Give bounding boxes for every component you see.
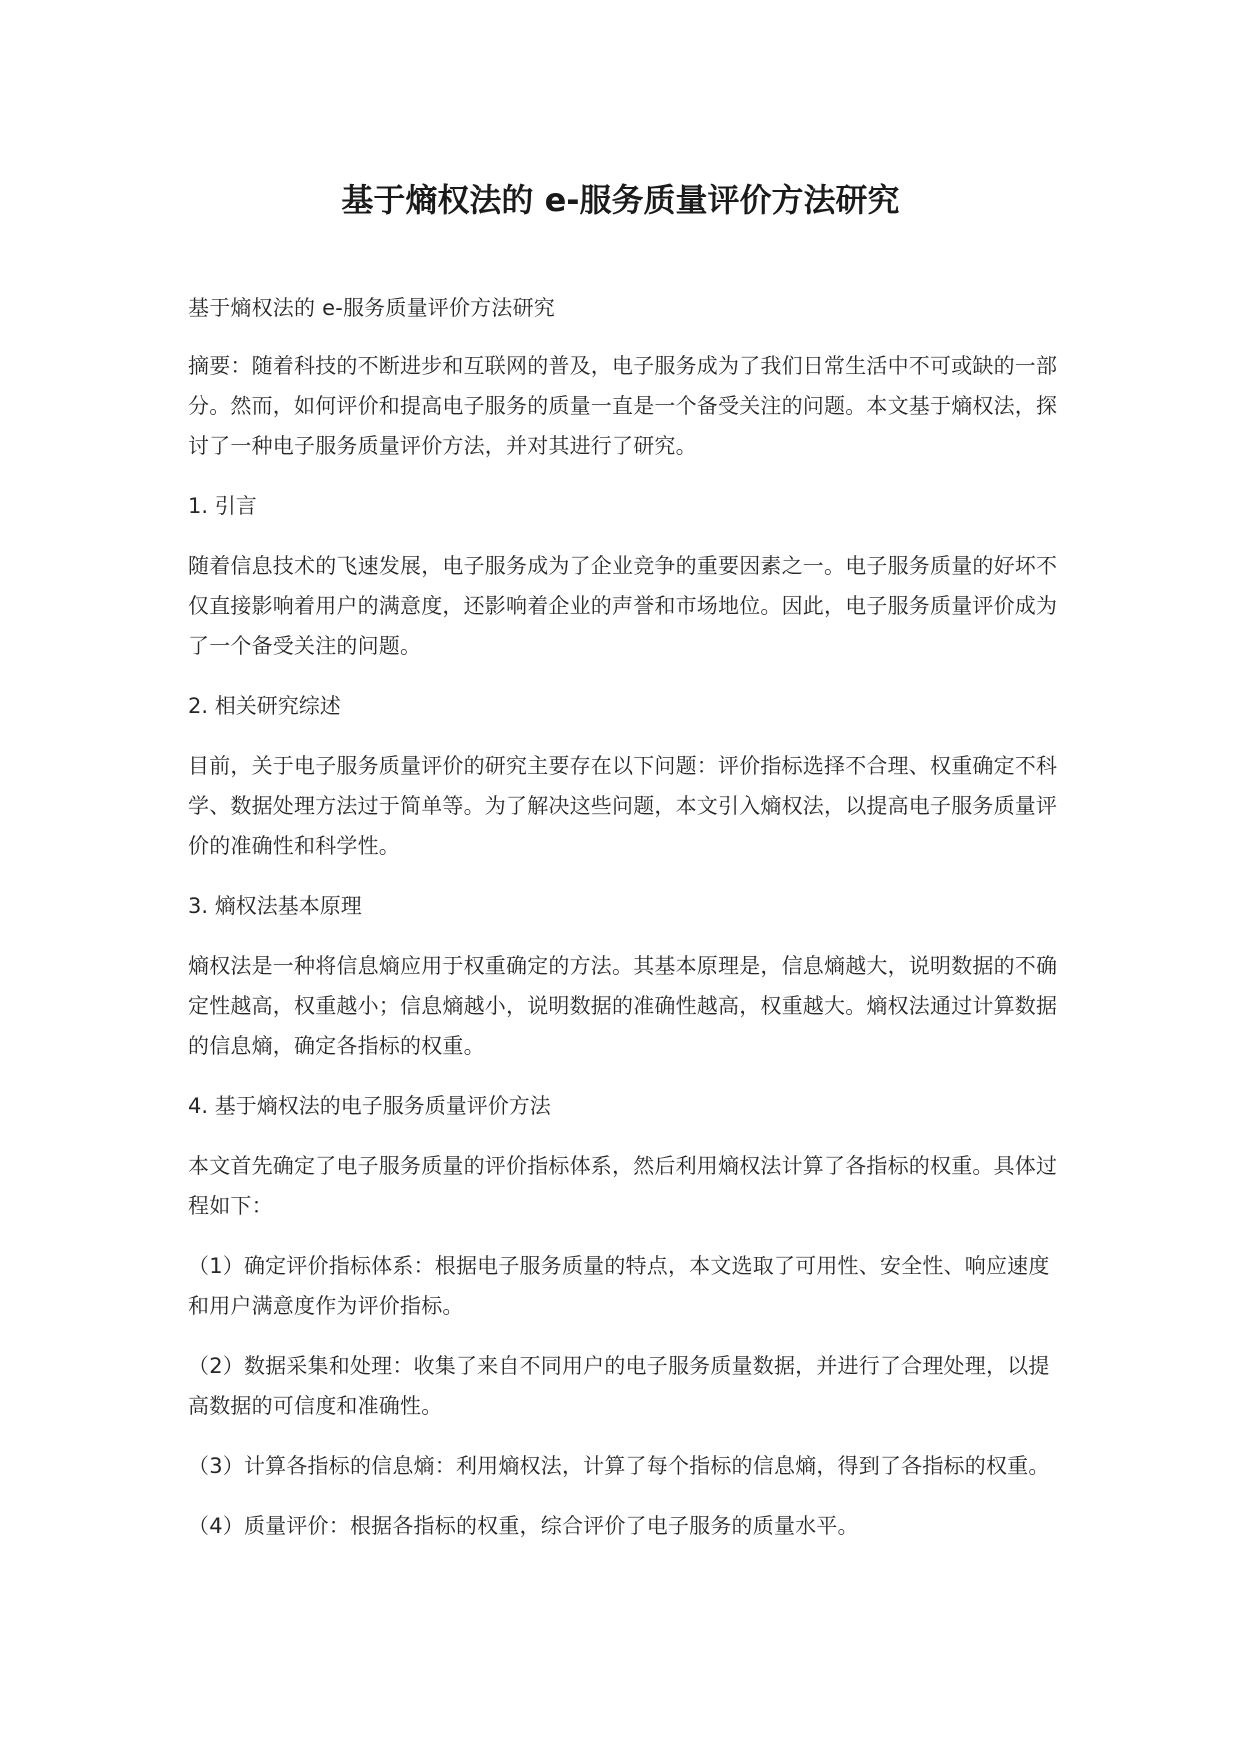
section-heading: 4. 基于熵权法的电子服务质量评价方法 <box>188 1094 551 1118</box>
section-heading: 2. 相关研究综述 <box>188 694 341 718</box>
document-body <box>188 288 1068 1566</box>
step-paragraph: （1）确定评价指标体系：根据电子服务质量的特点，本文选取了可用性、安全性、响应速度和用户满意度作为评价指标。 <box>188 1254 1050 1318</box>
section-heading: 3. 熵权法基本原理 <box>188 894 362 918</box>
section-heading: 1. 引言 <box>188 494 257 518</box>
step-paragraph: （3）计算各指标的信息熵：利用熵权法，计算了每个指标的信息熵，得到了各指标的权重。 <box>188 1454 1050 1478</box>
section-paragraph: 目前，关于电子服务质量评价的研究主要存在以下问题：评价指标选择不合理、权重确定不科学、数据处理方法过于简单等。为了解决这些问题，本文引入熵权法，以提高电子服务质量评价的准确性和科学性。 <box>188 754 1058 858</box>
step-paragraph: （4）质量评价：根据各指标的权重，综合评价了电子服务的质量水平。 <box>188 1514 859 1538</box>
document-title: 基于熵权法的 e-服务质量评价方法研究 <box>341 181 900 219</box>
section-paragraph: 本文首先确定了电子服务质量的评价指标体系，然后利用熵权法计算了各指标的权重。具体过程如下： <box>188 1154 1058 1218</box>
section-paragraph: 熵权法是一种将信息熵应用于权重确定的方法。其基本原理是，信息熵越大，说明数据的不确定性越高，权重越小；信息熵越小，说明数据的准确性越高，权重越大。熵权法通过计算数据的信息熵，确定各指标的权重。 <box>188 954 1058 1058</box>
step-paragraph: （2）数据采集和处理：收集了来自不同用户的电子服务质量数据，并进行了合理处理，以提高数据的可信度和准确性。 <box>188 1354 1050 1418</box>
document-subtitle: 基于熵权法的 e-服务质量评价方法研究 <box>188 296 555 320</box>
abstract-paragraph: 摘要：随着科技的不断进步和互联网的普及，电子服务成为了我们日常生活中不可或缺的一部分。然而，如何评价和提高电子服务的质量一直是一个备受关注的问题。本文基于熵权法，探讨了一种电子服务质量评价方法，并对其进行了研究。 <box>188 354 1058 458</box>
section-paragraph: 随着信息技术的飞速发展，电子服务成为了企业竞争的重要因素之一。电子服务质量的好坏不仅直接影响着用户的满意度，还影响着企业的声誉和市场地位。因此，电子服务质量评价成为了一个备受关注的问题。 <box>188 554 1058 658</box>
